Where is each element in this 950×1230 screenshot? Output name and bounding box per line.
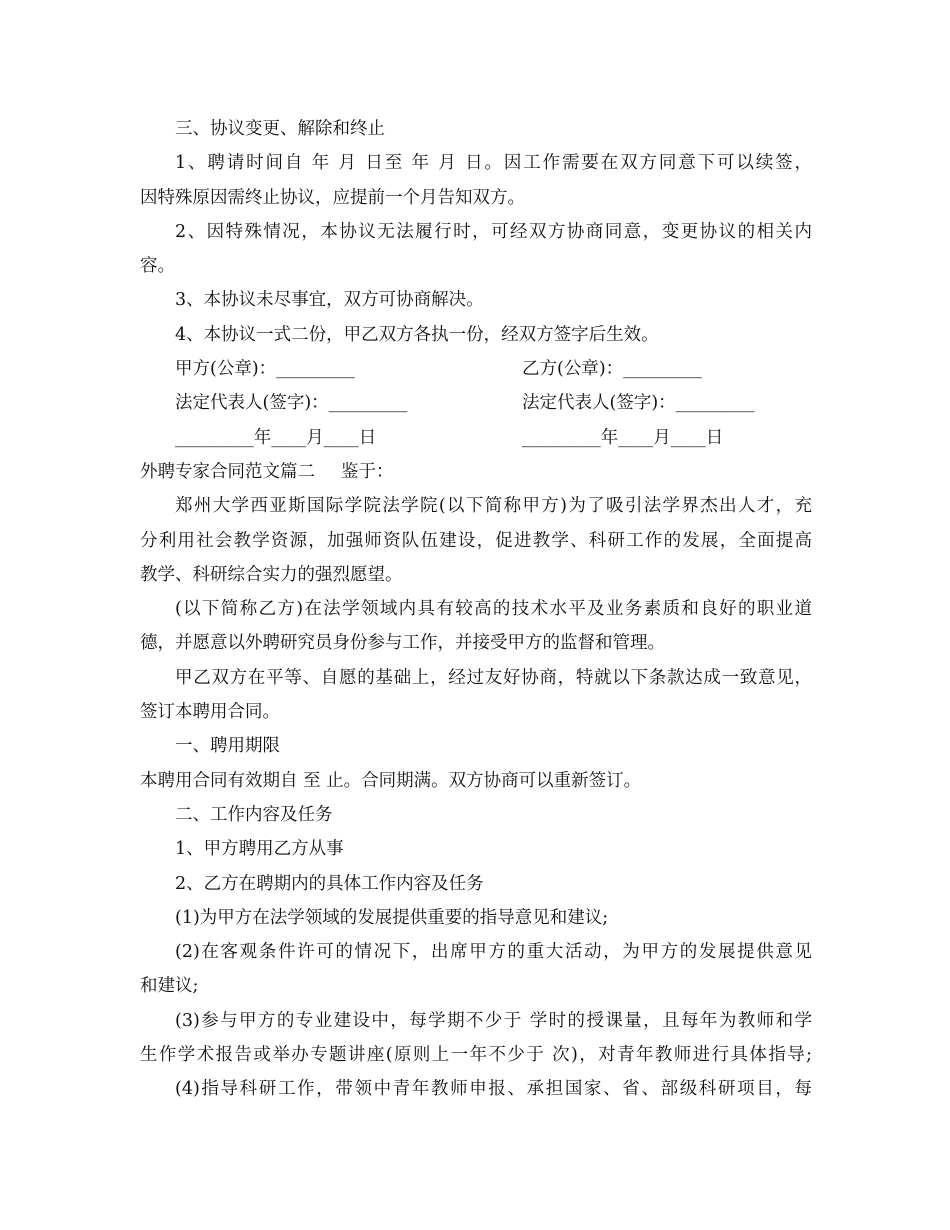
duty-sub-2-line-1: (2)在客观条件许可的情况下，出席甲方的重大活动，为甲方的发展提供意见 <box>175 942 812 963</box>
paragraph-3-line-2: 签订本聘用合同。 <box>140 702 280 723</box>
clause-1-line-2: 因特殊原因需终止协议，应提前一个月告知双方。 <box>140 187 525 208</box>
party-a-seal-field: 甲方(公章)：_________ <box>175 359 355 380</box>
whereas-label: 鉴于： <box>341 461 394 482</box>
duties-heading: 二、工作内容及任务 <box>175 804 333 825</box>
clause-3: 3、本协议未尽事宜，双方可协商解决。 <box>175 290 484 311</box>
duties-item-1: 1、甲方聘用乙方从事 <box>175 839 344 860</box>
party-b-seal-field: 乙方(公章)：_________ <box>522 359 702 380</box>
clause-2-line-2: 容。 <box>140 256 175 277</box>
party-b-representative-field: 法定代表人(签字)：_________ <box>522 393 755 414</box>
duty-sub-3-line-1: (3)参与甲方的专业建设中，每学期不少于 学时的授课量，且每年为教师和学 <box>175 1010 812 1031</box>
duty-sub-1: (1)为甲方在法学领域的发展提供重要的指导意见和建议; <box>175 907 609 928</box>
party-b-date-field: _________年____月____日 <box>522 427 724 448</box>
term-heading: 一、聘用期限 <box>175 736 280 757</box>
signature-row-representative <box>140 386 812 420</box>
paragraph-2-line-1: (以下简称乙方)在法学领域内具有较高的技术水平及业务素质和良好的职业道 <box>175 599 812 620</box>
paragraph-1-line-2: 分利用社会教学资源，加强师资队伍建设，促进教学、科研工作的发展，全面提高 <box>140 530 812 551</box>
party-a-representative-field: 法定代表人(签字)：_________ <box>175 393 408 414</box>
paragraph-3-line-1: 甲乙双方在平等、自愿的基础上，经过友好协商，特就以下条款达成一致意见， <box>175 667 812 688</box>
duties-item-2: 2、乙方在聘期内的具体工作内容及任务 <box>175 873 484 894</box>
clause-4: 4、本协议一式二份，甲乙双方各执一份，经双方签字后生效。 <box>175 324 659 345</box>
duty-sub-3-line-2: 生作学术报告或举办专题讲座(原则上一年不少于 次)，对青年教师进行具体指导; <box>140 1045 812 1066</box>
duty-sub-4-line-1: (4)指导科研工作，带领中青年教师申报、承担国家、省、部级科研项目，每 <box>175 1079 812 1100</box>
signature-row-date <box>140 421 812 455</box>
sample-two-title: 外聘专家合同范文篇二 <box>140 461 315 482</box>
document-page <box>140 112 812 1107</box>
duty-sub-2-line-2: 和建议; <box>140 976 199 997</box>
clause-1-line-1: 1、聘请时间自 年 月 日至 年 月 日。因工作需要在双方同意下可以续签， <box>175 153 812 174</box>
section-heading: 三、协议变更、解除和终止 <box>175 119 385 139</box>
paragraph-1-line-3: 教学、科研综合实力的强烈愿望。 <box>140 564 403 585</box>
signature-row-seal <box>140 352 812 386</box>
party-a-date-field: _________年____月____日 <box>175 427 377 448</box>
paragraph-2-line-2: 德，并愿意以外聘研究员身份参与工作，并接受甲方的监督和管理。 <box>140 633 665 654</box>
term-text: 本聘用合同有效期自 至 止。合同期满。双方协商可以重新签订。 <box>140 770 642 791</box>
clause-2-line-1: 2、因特殊情况，本协议无法履行时，可经双方协商同意，变更协议的相关内 <box>175 221 812 242</box>
paragraph-1-line-1: 郑州大学西亚斯国际学院法学院(以下简称甲方)为了吸引法学界杰出人才，充 <box>175 496 812 517</box>
sample-two-heading <box>140 455 812 489</box>
